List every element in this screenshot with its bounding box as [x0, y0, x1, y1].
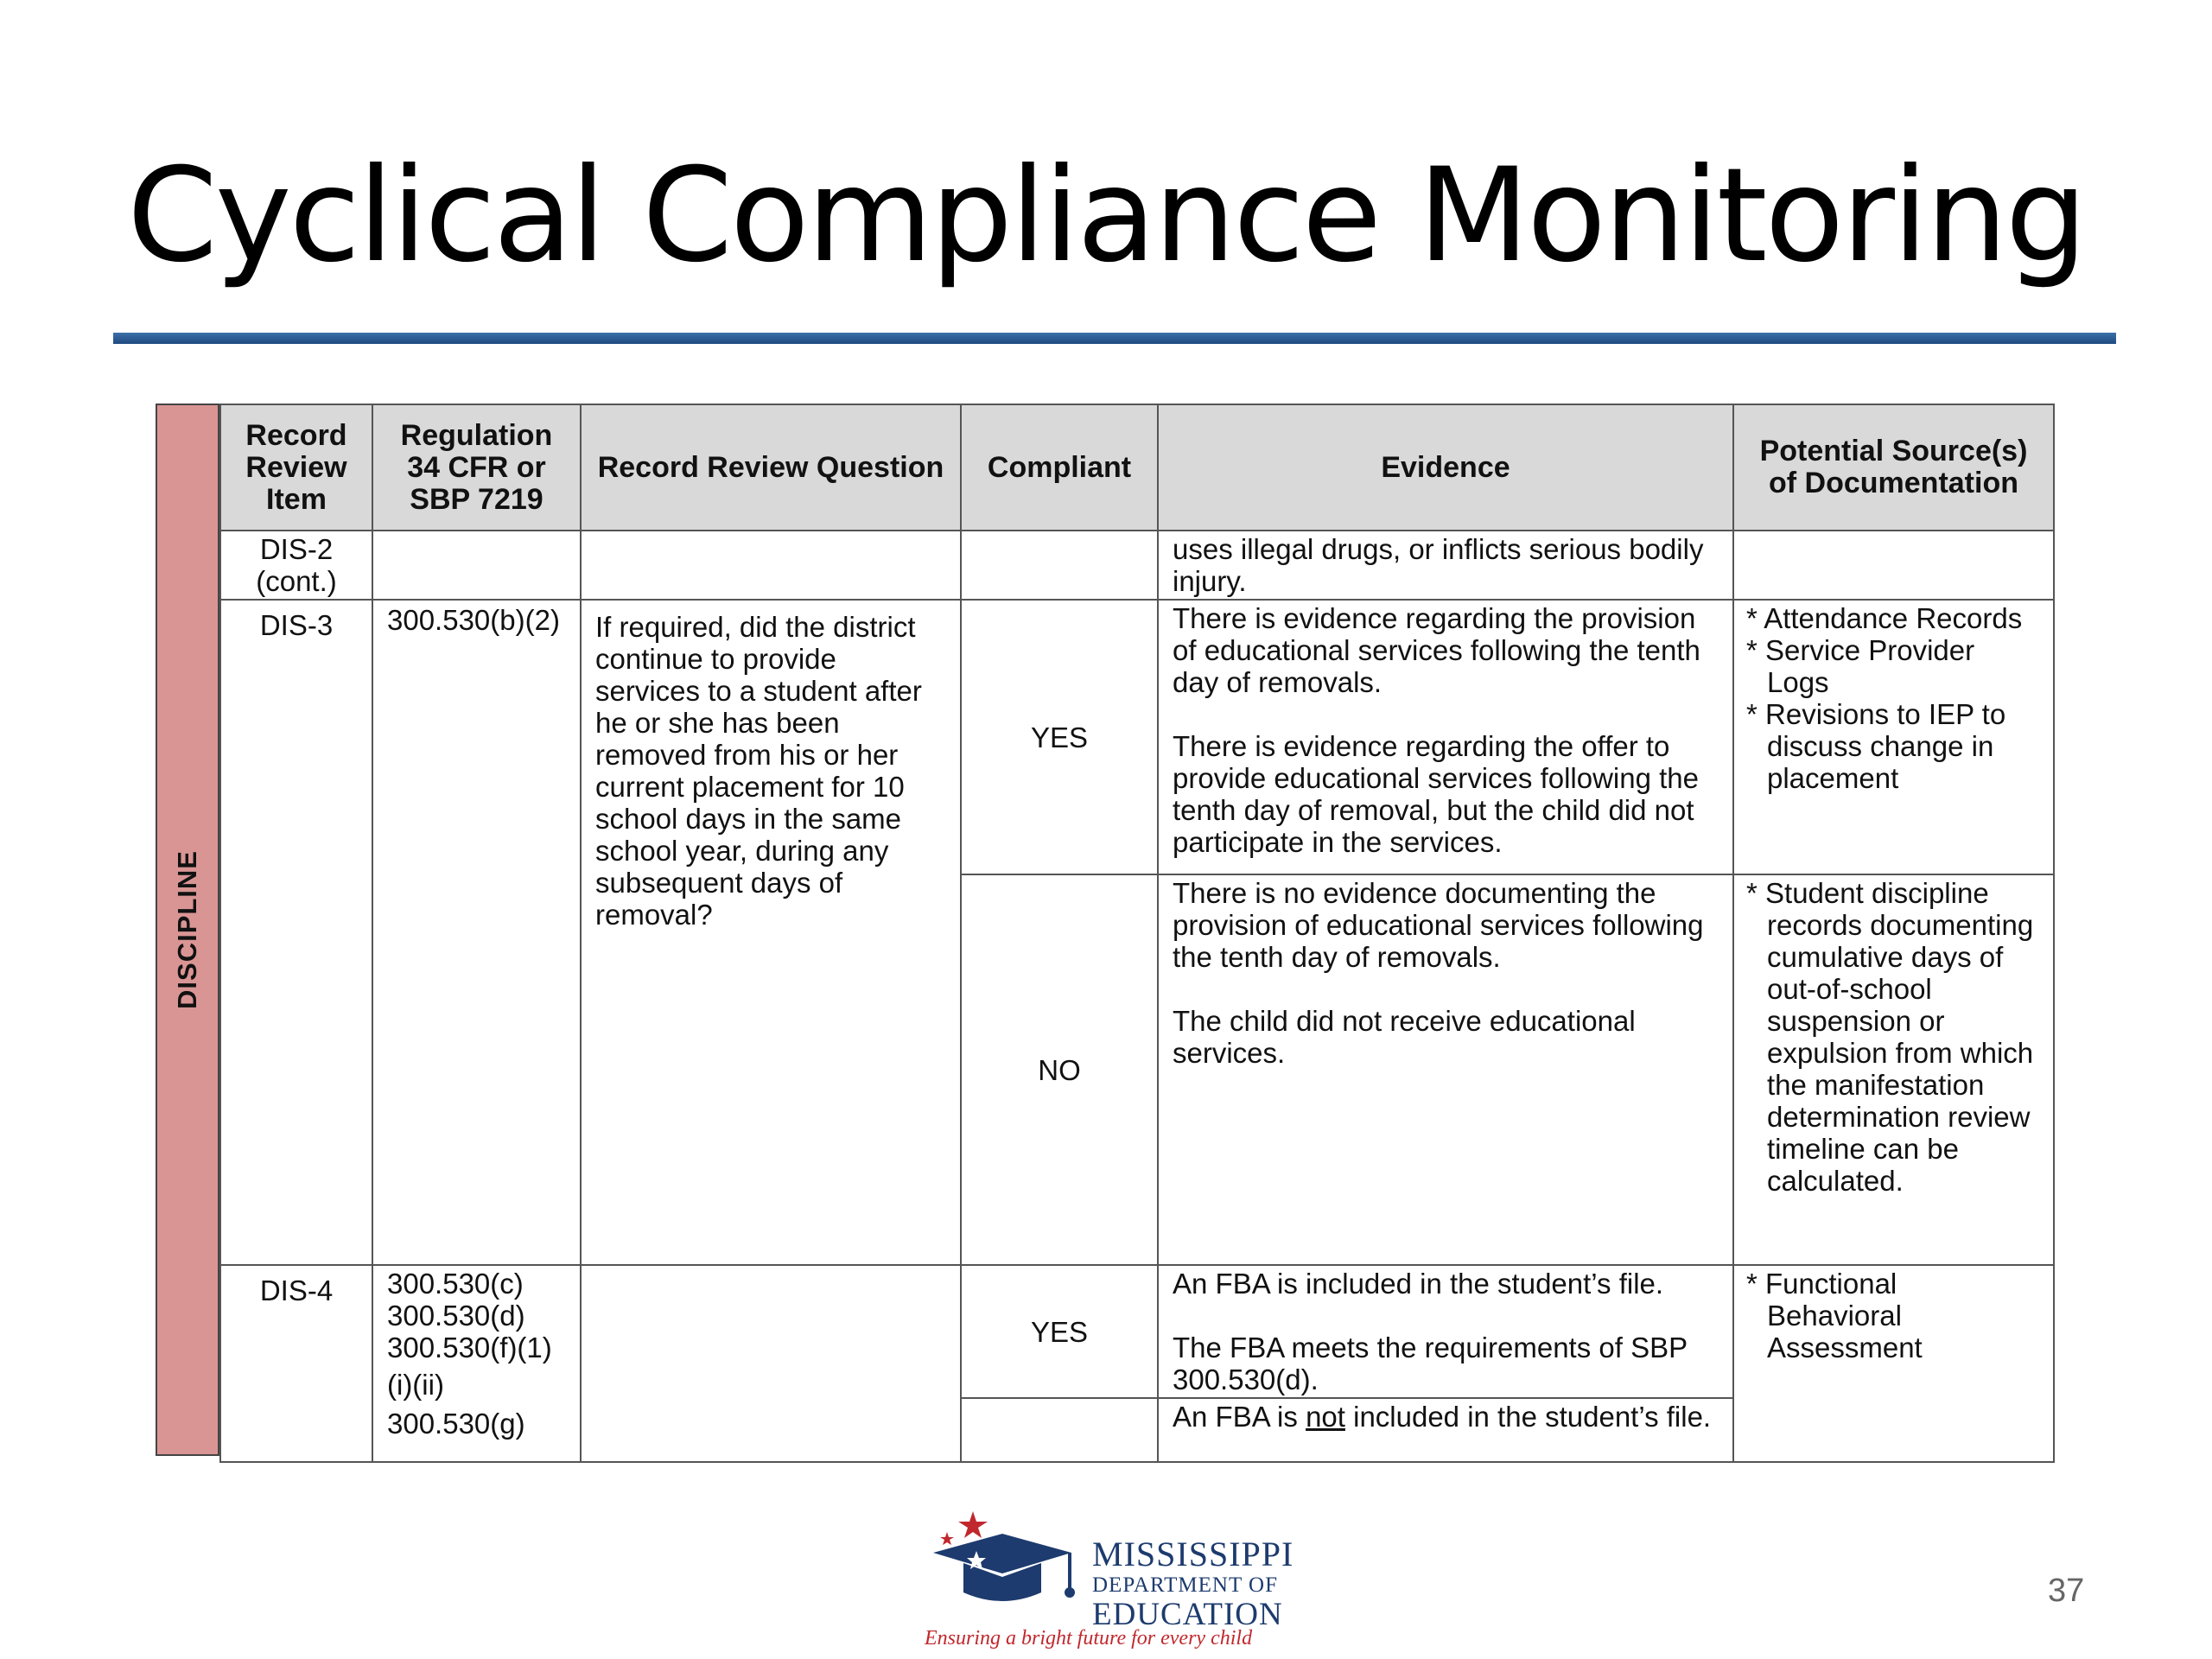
title-divider — [113, 333, 2116, 344]
dis4-yes-evidence-2: The FBA meets the requirements of SBP 300.530(d). — [1173, 1332, 1688, 1395]
source-item: * Attendance Records — [1746, 602, 2023, 634]
dis3-regulation: 300.530(b)(2) — [372, 600, 581, 1265]
table-row — [220, 1265, 2054, 1398]
dis4-no-evidence-underlined: not — [1306, 1401, 1345, 1433]
dis3-yes-sources — [1733, 600, 2054, 874]
dis4-sources — [1733, 1265, 2054, 1462]
page-number: 37 — [2048, 1573, 2085, 1609]
dis2-sources — [1733, 531, 2054, 600]
dis3-no-sources — [1733, 874, 2054, 1265]
header-compliant: Compliant — [961, 404, 1158, 531]
regulation-line: 300.530(c) — [387, 1268, 524, 1300]
dis2-evidence: uses illegal drugs, or inflicts serious bodily injury. — [1158, 531, 1733, 600]
header-question: Record Review Question — [581, 404, 961, 531]
source-item: * Service Provider Logs — [1746, 634, 1975, 698]
regulation-line: 300.530(g) — [387, 1408, 525, 1440]
dis3-no-evidence — [1158, 874, 1733, 1265]
regulation-line: 300.530(d) — [387, 1300, 525, 1332]
slide-title: Cyclical Compliance Monitoring — [127, 141, 2085, 291]
dis2-question — [581, 531, 961, 600]
source-item: * Functional Behavioral Assessment — [1746, 1268, 1923, 1363]
record-review-table — [219, 404, 2055, 1463]
dis3-no: NO — [961, 874, 1158, 1265]
section-side-label — [156, 404, 219, 1456]
dis4-no-evidence-post: included in the student’s file. — [1344, 1401, 1712, 1433]
dis3-yes-evidence-1: There is evidence regarding the provision of educational services following the tenth day of removals. — [1173, 602, 1700, 698]
dis4-yes: YES — [961, 1265, 1158, 1398]
header-sources: Potential Source(s) of Documentation — [1733, 404, 2054, 531]
dis2-item: DIS-2 (cont.) — [220, 531, 372, 600]
source-item: * Student discipline records documenting cumulative days of out-of-school suspension or expulsion from which the manifestation determination review timeline can be calculated. — [1746, 877, 2034, 1197]
dis2-compliant — [961, 531, 1158, 600]
logo-line-1: MISSISSIPPI — [1092, 1535, 1294, 1573]
header-item: Record Review Item — [220, 404, 372, 531]
dis3-no-evidence-2: The child did not receive educational services. — [1173, 1005, 1636, 1069]
logo-tagline: Ensuring a bright future for every child — [925, 1627, 1253, 1649]
logo-line-3: EDUCATION — [1092, 1597, 1283, 1632]
header-regulation: Regulation 34 CFR or SBP 7219 — [372, 404, 581, 531]
dis3-item: DIS-3 — [220, 600, 372, 1265]
source-item: * Revisions to IEP to discuss change in placement — [1746, 698, 2006, 794]
dis2-regulation — [372, 531, 581, 600]
regulation-line: 300.530(f)(1) — [387, 1332, 552, 1363]
dis3-question: If required, did the district continue to provide services to a student after he or she has been removed from his or her current placement for 10 school days in the same school year, during any subsequent days of removal? — [581, 600, 961, 1265]
dis4-yes-evidence-1: An FBA is included in the student’s file. — [1173, 1268, 1664, 1300]
table-header-row — [220, 404, 2054, 531]
dis4-no-evidence-pre: An FBA is — [1173, 1401, 1306, 1433]
dis4-regulations — [372, 1265, 581, 1462]
dis3-yes: YES — [961, 600, 1158, 874]
dis3-yes-evidence — [1158, 600, 1733, 874]
dis4-item: DIS-4 — [220, 1265, 372, 1462]
side-label-text: DISCIPLINE — [172, 850, 202, 1009]
dis3-no-evidence-1: There is no evidence documenting the provision of educational services following the tenth day of removals. — [1173, 877, 1704, 973]
regulation-line: (i)(ii) — [387, 1369, 444, 1401]
dis4-no-compliant — [961, 1398, 1158, 1462]
dis4-question — [581, 1265, 961, 1462]
logo-line-2: DEPARTMENT OF — [1092, 1573, 1279, 1597]
table-row — [220, 600, 2054, 874]
graduation-cap-icon — [925, 1499, 1089, 1629]
dis4-yes-evidence — [1158, 1265, 1733, 1398]
mde-logo — [925, 1499, 1305, 1659]
header-evidence: Evidence — [1158, 404, 1733, 531]
table-row — [220, 531, 2054, 600]
dis4-no-evidence — [1158, 1398, 1733, 1462]
dis3-yes-evidence-2: There is evidence regarding the offer to provide educational services following the tenth day of removal, but the child did not participate in the services. — [1173, 730, 1700, 858]
